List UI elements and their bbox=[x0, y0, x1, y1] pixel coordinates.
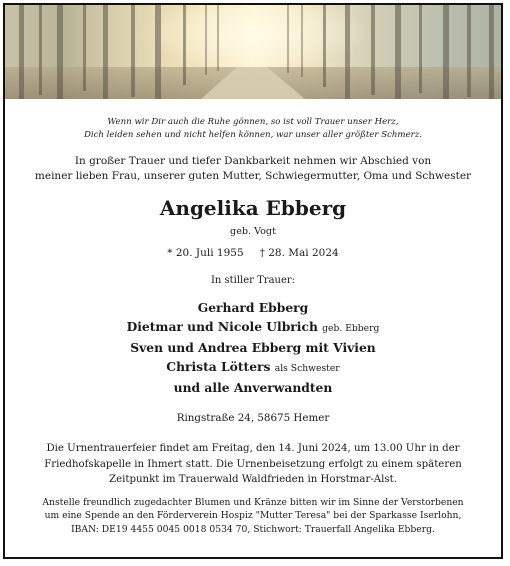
mourner-item bbox=[5, 357, 501, 378]
donation-text bbox=[5, 496, 501, 537]
mourning-label: In stiller Trauer: bbox=[210, 275, 296, 286]
birth-name: geb. Vogt bbox=[230, 226, 276, 237]
mourner-item bbox=[5, 317, 501, 338]
forest-path-photo bbox=[5, 5, 501, 99]
intro-text bbox=[5, 154, 501, 184]
mourner-note: geb. Ebberg bbox=[322, 323, 380, 334]
ceremony-line: Die Urnentrauerfeier findet am Freitag, den 14. Juni 2024, um 13.00 Uhr in der bbox=[46, 443, 460, 454]
mourner-item bbox=[5, 298, 501, 317]
mourner-note: als Schwester bbox=[274, 363, 340, 374]
donation-line: IBAN: DE19 4455 0045 0018 0534 70, Stichwort: Trauerfall Angelika Ebberg. bbox=[71, 524, 435, 536]
intro-line: meiner lieben Frau, unserer guten Mutter, Schwiegermutter, Oma und Schwester bbox=[34, 170, 472, 182]
ceremony-text bbox=[5, 441, 501, 488]
ceremony-line: Zeitpunkt im Trauerwald Waldfrieden in Horstmar-Alst. bbox=[109, 474, 397, 485]
address: Ringstraße 24, 58675 Hemer bbox=[176, 412, 330, 424]
mourner-name: und alle Anverwandten bbox=[173, 380, 333, 395]
mourner-name: Gerhard Ebberg bbox=[197, 300, 309, 315]
mourner-item bbox=[5, 338, 501, 357]
mourner-item bbox=[5, 378, 501, 397]
intro-line: In großer Trauer und tiefer Dankbarkeit nehmen wir Abschied von bbox=[74, 155, 432, 167]
death-date: † 28. Mai 2024 bbox=[259, 247, 339, 259]
mourner-name: Sven und Andrea Ebberg mit Vivien bbox=[130, 340, 376, 355]
forest-path-photo-icon bbox=[5, 5, 501, 99]
obituary-content bbox=[5, 99, 501, 537]
life-dates bbox=[5, 246, 501, 260]
obituary-card bbox=[3, 3, 503, 559]
ceremony-line: Friedhofskapelle in Ihmert statt. Die Urnenbeisetzung erfolgt zu einem späteren bbox=[44, 458, 462, 470]
donation-line: Anstelle freundlich zugedachter Blumen und Kränze bitten wir im Sinne der Verstorbenen bbox=[42, 496, 464, 508]
mourner-list bbox=[5, 298, 501, 397]
donation-line: um eine Spende an den Förderverein Hospiz "Mutter Teresa" bei der Sparkasse Iserlohn, bbox=[44, 510, 462, 522]
poem-line: Wenn wir Dir auch die Ruhe gönnen, so ist voll Trauer unser Herz, bbox=[107, 117, 399, 127]
deceased-name: Angelika Ebberg bbox=[159, 196, 347, 220]
poem-line: Dich leiden sehen und nicht helfen können, war unser aller größter Schmerz. bbox=[83, 130, 423, 140]
poem bbox=[5, 116, 501, 142]
mourner-name: Christa Lötters bbox=[166, 359, 271, 374]
birth-date: * 20. Juli 1955 bbox=[167, 247, 244, 259]
mourner-name: Dietmar und Nicole Ulbrich bbox=[126, 319, 318, 334]
